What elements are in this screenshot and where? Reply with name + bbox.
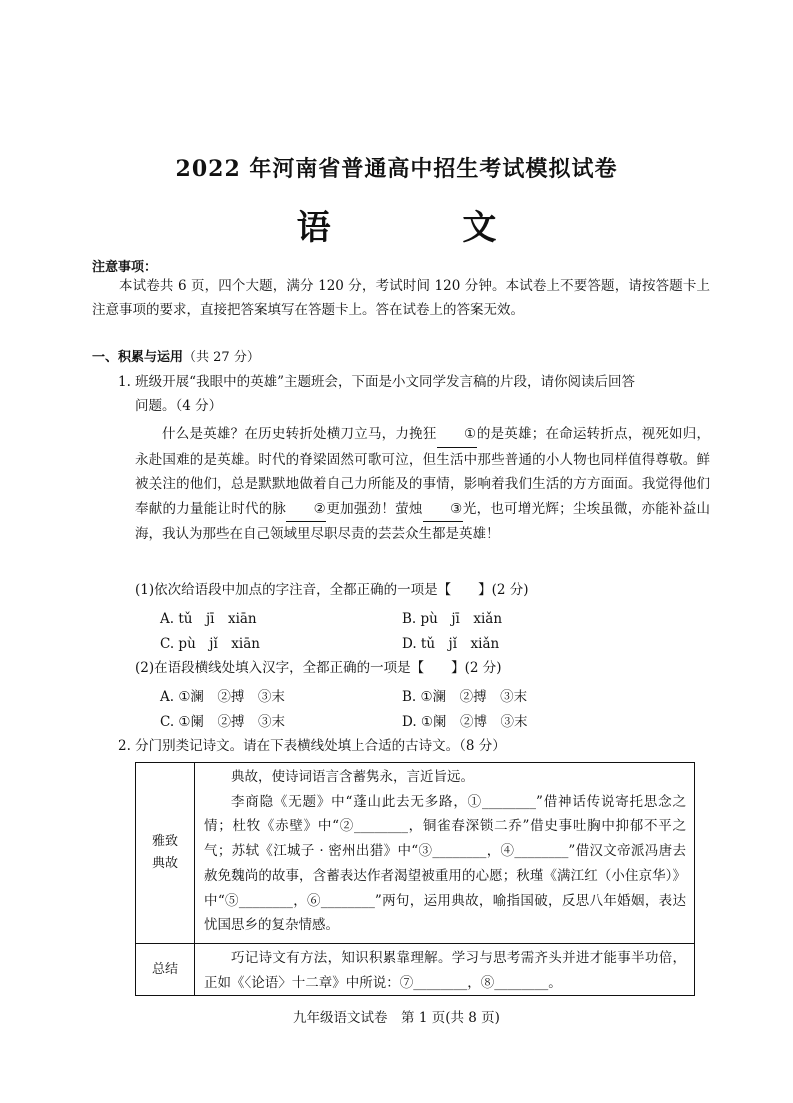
passage-text: 更加强劲！萤烛 <box>326 500 423 517</box>
q2-stem: 2. 分门别类记诗文。请在下表横线处填上合适的古诗文。（8 分） <box>118 738 506 754</box>
section1-heading <box>92 346 260 365</box>
q2-table <box>135 762 695 996</box>
q1-sub1-option-b: B. pù jī xiǎn <box>402 611 503 627</box>
passage-text: 关注的他们，总是默默地做着自己力所能及的事情，影响着我们生活的方方面面。我觉得他们奉献的力量能让时代的脉 <box>135 476 711 517</box>
row2-label: 总结 <box>136 944 195 996</box>
blank-2: ② <box>286 497 326 523</box>
blank-1: ① <box>437 422 477 448</box>
q1-sub2-stem: (2)在语段横线处填入汉字，全都正确的一项是【 】(2 分) <box>135 660 502 676</box>
page-footer: 九年级语文试卷 第 1 页(共 8 页) <box>293 1010 500 1026</box>
q1-sub1-option-d: D. tǔ jǐ xiǎn <box>402 636 500 652</box>
section1-points: （共 27 分） <box>183 350 260 365</box>
blank-3: ③ <box>423 497 463 523</box>
row1-body: 李商隐《无题》中“蓬山此去无多路，①________”借神话传说寄托思念之情；杜牧《赤壁》中“②________，铜雀春深锁二乔”借史事吐胸中抑郁不平之气；苏轼《江城子 · 密州出猎》中“③________，④________”借汉文帝派冯唐去赦免魏尚的故事，含蓄表达作者渴望被重用的心愿；秋瑾《满江红（小住京华）》中“⑤________，⑥________”两句，运用典故，喻指国破，反思八年婚姻，表达忧国思乡的复杂情感。 <box>204 793 686 934</box>
q1-stem-line2: 问题。（4 分） <box>135 398 223 414</box>
q1-sub1-stem: (1)依次给语段中加点的字注音，全都正确的一项是【 】(2 分) <box>135 582 529 598</box>
row1-content <box>194 763 694 943</box>
row1-intro: 典故，使诗词语言含蓄隽永，言近旨远。 <box>231 769 474 785</box>
row2-body: 巧记诗文有方法，知识积累靠理解。学习与思考需齐头并进才能事半功倍，正如《〈论语〉十二章》中所说：⑦________，⑧________。 <box>204 950 686 991</box>
q1-sub2-option-c: C. ①阑 ②搏 ③末 <box>160 714 286 730</box>
q1-sub1-option-a: A. tǔ jī xiān <box>160 611 257 627</box>
passage-text: 的是英雄；在命运转折点，视死如归，永赴国难的是英雄。时代的脊梁固然可歌可泣，但生活中那些普通的小人物也同样值得尊敬。鲜 <box>135 426 711 468</box>
notes-heading: 注意事项： <box>92 260 158 275</box>
passage-text: 光，也可增光辉；尘埃虽微，亦能补益山海，我认为那些在自己领域里尽职尽责的芸芸众生都是英雄！ <box>135 500 711 542</box>
row1-label-line1: 雅致 <box>151 834 178 849</box>
section1-title: 一、积累与运用 <box>92 350 184 365</box>
exam-title: 2022 年河南省普通高中招生考试模拟试卷 <box>175 156 618 182</box>
passage-text: 什么是英雄？在历史转折处横刀立马，力挽狂 <box>162 426 437 442</box>
q1-passage <box>135 422 710 547</box>
notes-body: 本试卷共 6 页，四个大题，满分 120 分，考试时间 120 分钟。本试卷上不要答题，请按答题卡上注意事项的要求，直接把答案填写在答题卡上。答在试卷上的答案无效。 <box>92 278 710 318</box>
row1-label <box>136 763 195 943</box>
q1-stem-line1: 1. 班级开展“我眼中的英雄”主题班会，下面是小文同学发言稿的片段，请你阅读后回答 <box>118 374 635 390</box>
dotted-char: 被 <box>135 476 149 492</box>
q1-sub2-option-a: A. ①澜 ②搏 ③末 <box>160 689 285 705</box>
q1-sub2-option-d: D. ①阑 ②博 ③末 <box>402 714 528 730</box>
row2-content <box>194 944 694 996</box>
row1-label-line2: 典故 <box>151 856 178 871</box>
q1-sub1-option-c: C. pù jǐ xiān <box>160 636 260 652</box>
subject-title: 语 文 <box>296 208 557 248</box>
q1-sub2-option-b: B. ①澜 ②搏 ③末 <box>402 689 528 705</box>
